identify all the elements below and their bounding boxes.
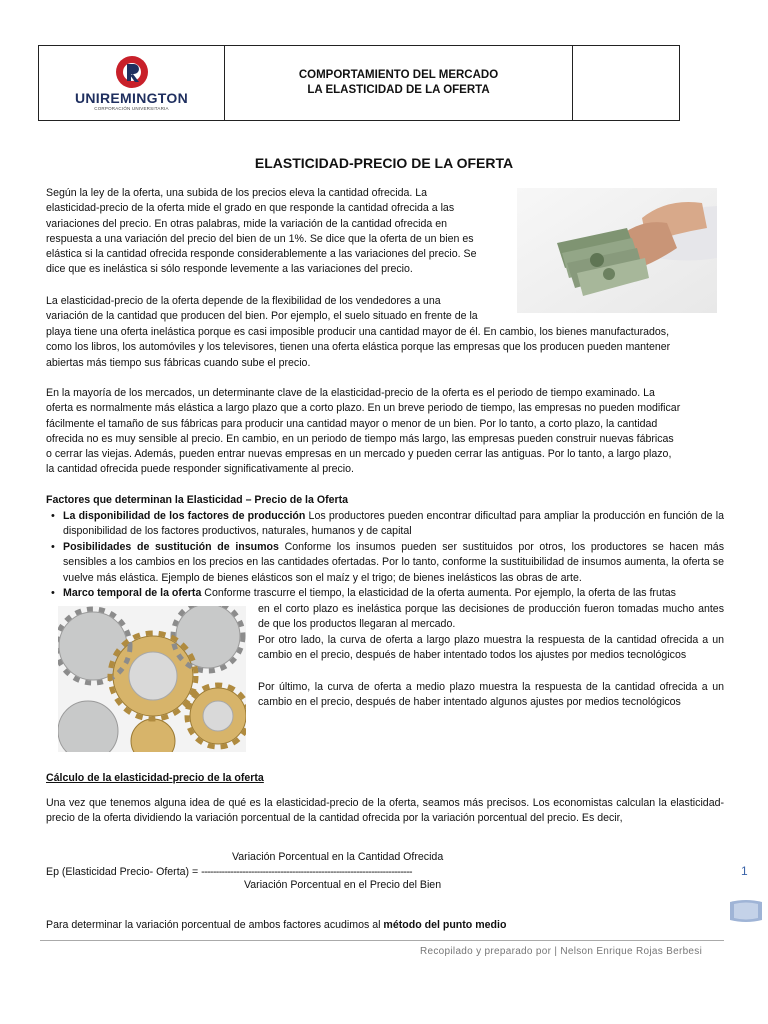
page-corner-decoration-icon: [728, 898, 764, 924]
p3-line: ofrecida no es muy sensible al precio. En cambio, en un periodo de tiempo más largo, las empresas pueden construir nuevas fábricas: [46, 432, 674, 445]
p3-line: fácilmente el tamaño de sus fábricas para producir una cantidad mayor o menor de un bien. Por lo tanto, a corto plazo, la cantidad: [46, 417, 658, 430]
bullet-3-title: Marco temporal de la oferta: [63, 587, 202, 599]
footer-prefix: Recopilado y preparado por: [420, 946, 552, 957]
footer: [420, 946, 702, 957]
calc-intro: Una vez que tenemos alguna idea de qué es la elasticidad-precio de la oferta, seamos más precisos. Los economistas calculan la elasticidad-precio de la oferta dividiendo la variación porcentual de la cantidad ofrecida por la variación porcentual del precio. Es decir,: [46, 797, 724, 825]
p1-line: variaciones del precio. En otras palabras, mide la variación de la cantidad ofrecida en: [46, 217, 448, 230]
logo-cell: [39, 46, 225, 120]
logo-subtitle: CORPORACIÓN UNIVERSITARIA: [94, 106, 169, 111]
bullet-3-medium-term: Por último, la curva de oferta a medio plazo muestra la respuesta de la cantidad ofrecida a un cambio en el precio, después de haber intentado algunos ajustes por medios tecnológicos: [258, 681, 724, 709]
p2-line: abiertas más tiempo sus fábricas cuando sube el precio.: [46, 356, 311, 369]
p2-line: playa tiene una oferta inelástica porque es casi imposible producir una cantidad mayor de él. En cambio, los bienes manufacturados,: [46, 326, 670, 338]
coin-gears-photo: [58, 606, 246, 752]
logo-name: UNIREMINGTON: [74, 90, 188, 106]
money-hand-photo: [517, 188, 717, 313]
p1-line: elástica si la cantidad ofrecida responde considerablemente a las variaciones del precio. Se: [46, 248, 477, 261]
p3-line: En la mayoría de los mercados, un determinante clave de la elasticidad-precio de la oferta es el periodo de tiempo examinado. La: [46, 387, 655, 399]
footer-author: Nelson Enrique Rojas Berbesi: [560, 946, 703, 957]
p2-line: La elasticidad-precio de la oferta depende de la flexibilidad de los vendedores a una: [46, 295, 441, 307]
paragraph-1: [46, 186, 506, 278]
calc-heading: Cálculo de la elasticidad-precio de la oferta: [46, 772, 264, 784]
p2-line: variación de la cantidad que producen del bien. Por ejemplo, el suelo situado en frente de la: [46, 310, 478, 323]
bullet-icon: •: [51, 541, 55, 553]
factors-heading: Factores que determinan la Elasticidad – Precio de la Oferta: [46, 494, 349, 506]
bullet-1-text: Los productores pueden encontrar dificultad para ampliar la producción en función de la disponibilidad de los factores productivos, naturales, humanos y de capital: [63, 510, 724, 538]
p1-line: respuesta a una variación del precio del bien de un 1%. Se dice que la oferta de un bien es: [46, 232, 474, 245]
bullet-3-long-term: Por otro lado, la curva de oferta a largo plazo muestra la respuesta de la cantidad ofrecida a un cambio en el precio, después de haber intentado todos los ajustes por medios tecnológicos: [258, 634, 724, 662]
bullet-2-text: Conforme los insumos pueden ser sustituidos por otros, los productores se hacen más sensibles a los cambios en los precios en las cantidades ofertadas. Por lo tanto, conforme la sustituibilidad de insumos aumenta, la oferta se vuelve más elástica. Ejemplo de bienes elásticos son el maíz y el trigo; de bienes inelásticos las obras de arte.: [63, 541, 724, 584]
bullet-item-1: [51, 509, 724, 540]
formula-lhs: Ep (Elasticidad Precio- Oferta) =: [46, 866, 202, 878]
closing-sentence: [46, 918, 724, 933]
paragraph-3: [46, 386, 724, 478]
bullet-3-text: Conforme trascurre el tiempo, la elasticidad de la oferta aumenta. Por ejemplo, la oferta de las frutas: [201, 587, 676, 599]
p3-line: oferta es normalmente más elástica a largo plazo que a corto plazo. En un breve periodo de tiempo, las empresas no pueden modificar: [46, 402, 681, 415]
p1-line: dice que es inelástica si sólo responde levemente a las variaciones del precio.: [46, 263, 413, 276]
header-title-line1: COMPORTAMIENTO DEL MERCADO: [298, 69, 499, 81]
uniremington-logo-icon: [115, 55, 149, 89]
document-title: ELASTICIDAD-PRECIO DE LA OFERTA: [254, 155, 514, 171]
bullet-icon: •: [51, 510, 55, 522]
header-title-cell: [225, 46, 573, 120]
bullet-2-title: Posibilidades de sustitución de insumos: [63, 541, 279, 553]
p2-line: como los libros, los automóviles y los televisores, tienen una oferta elástica porque las empresas que los producen pueden mantener: [46, 341, 671, 354]
page-number: 1: [741, 864, 748, 878]
paragraph-2-short: [46, 294, 506, 325]
header-empty-cell: [573, 46, 679, 120]
bullet-1-title: La disponibilidad de los factores de producción: [63, 510, 306, 522]
closing-bold: método del punto medio: [383, 919, 507, 931]
formula-line: [46, 866, 412, 879]
formula-denominator: Variación Porcentual en el Precio del Bien: [244, 879, 442, 891]
p3-line: o cerrar las viejas. Además, pueden entrar nuevas empresas en un mercado y pueden cerrar las antiguas. Por lo tanto, a largo plazo,: [46, 448, 672, 461]
formula-dashes: ------------------------------------------------------------------------: [201, 866, 412, 878]
formula-numerator: Variación Porcentual en la Cantidad Ofrecida: [232, 851, 444, 863]
paragraph-2-long: [46, 325, 724, 371]
closing-text: Para determinar la variación porcentual de ambos factores acudimos al: [46, 919, 384, 931]
p3-line: la cantidad ofrecida puede responder significativamente al precio.: [46, 463, 354, 476]
bullet-item-2: [51, 540, 724, 586]
bullet-item-3: [51, 586, 724, 601]
header-table: [38, 45, 680, 121]
footer-divider: [40, 940, 724, 941]
bullet-3-continuation: en el corto plazo es inelástica porque las decisiones de producción fueron tomadas mucho antes de que los productos llegaran al mercado.: [258, 603, 724, 631]
header-title-line2: LA ELASTICIDAD DE LA OFERTA: [307, 84, 490, 96]
p1-line: Según la ley de la oferta, una subida de los precios eleva la cantidad ofrecida. La: [46, 187, 428, 199]
bullet-icon: •: [51, 587, 55, 599]
footer-separator: |: [554, 946, 558, 957]
p1-line: elasticidad-precio de la oferta mide el grado en que responde la cantidad ofrecida a las: [46, 202, 455, 215]
